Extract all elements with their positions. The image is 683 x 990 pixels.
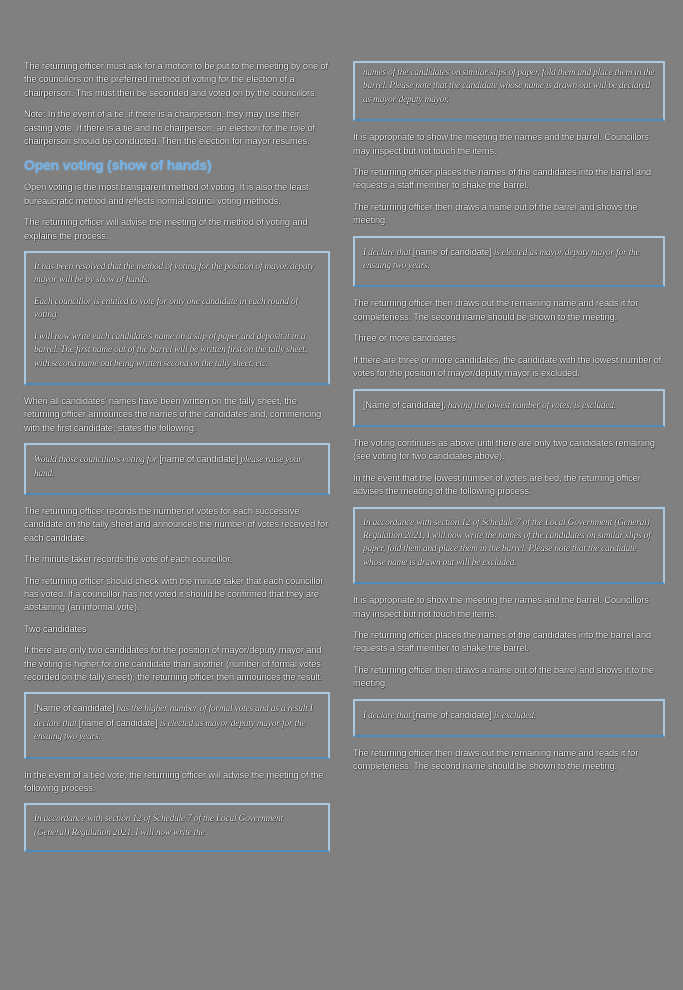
script-italic: , having the lowest number of votes, is excluded.	[443, 400, 616, 411]
paragraph: It is appropriate to show the meeting the names and the barrel. Councillors may inspect but not touch the items.	[353, 595, 649, 619]
section-heading-open-voting: Open voting (show of hands)	[24, 157, 212, 174]
paragraph: The returning officer then draws a name out of the barrel and shows it to the meeting.	[353, 664, 654, 689]
script-italic: is elected as mayor/deputy mayor for the ensuing two years.	[363, 247, 640, 272]
script-box-tie-draw-continued	[353, 61, 665, 121]
script-box-declare-mayor	[353, 236, 665, 288]
placeholder-text: [name of candidate]	[412, 709, 492, 720]
script-text: names of the candidates on similar slips of paper, fold them and place them in the barrel. Please note that the candidate whose name is drawn out will be declared as mayor/deputy mayor.	[363, 68, 655, 105]
paragraph: The returning officer then draws out the remaining name and reads it for completeness. The second name should be shown to the meeting.	[353, 298, 639, 322]
paragraph: Open voting is the most transparent method of voting. It is also the least bureaucratic method and reflects normal council voting methods.	[24, 182, 309, 206]
subheading-three-or-more: Three or more candidates	[353, 333, 456, 344]
placeholder-text: [name of candidate]	[78, 717, 158, 728]
paragraph: The returning officer places the names of the candidates into the barrel and requests a staff member to shake the barrel.	[353, 167, 651, 191]
script-italic: please raise your hand.	[34, 455, 302, 479]
script-text: I will now write each candidate's name on a slip of paper and deposit it in a barrel. The first name out of the barrel will be written first on the tally sheet, with second name out being written second on the tally sheet, etc.	[34, 331, 307, 369]
paragraph: If there are three or more candidates, the candidate with the lowest number of votes for the position of mayor/deputy mayor is excluded.	[353, 354, 662, 379]
script-text: In accordance with section 12 of Schedule 7 of the Local Government (General) Regulation 2021, I will now write the names of the candidates on similar slips of paper, fold them and place them in the barrel. Please note that the candidate whose name is drawn out will be excluded.	[363, 517, 651, 568]
note-paragraph: Note: In the event of a tie, if there is a chairperson, they may use their casting vote. If there is a tie and no chairperson, an election for the role of chairperson should be conducted. Then the election for mayor resumes.	[24, 109, 315, 147]
script-text: It has been resolved that the method of voting for the position of mayor/deputy mayor will be by show of hands.	[34, 262, 314, 286]
paragraph: In the event of a tied vote, the returning officer will advise the meeting of the following process.	[24, 769, 324, 794]
script-box-tie-draw-start	[24, 803, 330, 852]
paragraph: The returning officer then draws a name out of the barrel and shows the meeting.	[353, 201, 638, 226]
script-text	[363, 399, 655, 413]
script-box-raise-hand	[24, 443, 330, 495]
paragraph: It is appropriate to show the meeting the names and the barrel. Councillors may inspect but not touch the items.	[353, 132, 649, 156]
paragraph: The returning officer will advise the meeting of the method of voting and explains the process.	[24, 217, 308, 241]
script-box-declare-excluded	[353, 699, 665, 737]
right-column	[353, 61, 665, 782]
paragraph: The returning officer then draws out the remaining name and reads it for completeness. The second name should be shown to the meeting.	[353, 748, 639, 772]
script-italic: Would those councillors voting for	[34, 455, 160, 466]
script-text	[34, 702, 320, 744]
script-text: In accordance with section 12 of Schedule 7 of the Local Government (General) Regulation 2021, I will now write the	[34, 814, 284, 838]
script-text	[363, 709, 655, 723]
subheading-two-candidates: Two candidates	[24, 623, 87, 634]
paragraph: The minute taker records the vote of each councillor.	[24, 554, 233, 565]
paragraph: The returning officer should check with the minute taker that each councillor has voted. If a councillor has not voted it should be confirmed that they are abstaining (an informal vote).	[24, 575, 324, 613]
paragraph: If there are only two candidates for the position of mayor/deputy mayor and the voting is higher for one candidate than another (number of formal votes recorded on the tally sheet), the returning officer then announces the result.	[24, 645, 323, 682]
script-italic: is excluded.	[491, 710, 536, 721]
placeholder-text: [Name of candidate]	[34, 703, 115, 714]
paragraph: In the event that the lowest number of votes are tied, the returning officer advises the meeting of the following process.	[353, 472, 641, 497]
placeholder-text: [name of candidate]	[159, 454, 239, 465]
script-box-resolution	[24, 251, 330, 385]
script-italic: I declare that	[363, 247, 413, 258]
paragraph: The voting continues as above until there are only two candidates remaining (see voting for two candidates above).	[353, 437, 655, 462]
paragraph: When all candidates' names have been written on the tally sheet, the returning officer announces the names of the candidates and, commencing with the first candidate, states the following:	[24, 395, 322, 433]
script-text: Each councillor is entitled to vote for only one candidate in each round of voting.	[34, 296, 298, 321]
left-column	[24, 60, 330, 852]
script-box-excluded-lowest	[353, 389, 665, 427]
script-italic: I declare that	[363, 710, 413, 721]
placeholder-text: [Name of candidate]	[363, 399, 444, 410]
script-italic: has the higher number of formal votes and as a result I declare that	[34, 704, 313, 729]
script-italic: is elected as mayor/deputy mayor for the ensuing two years.	[34, 718, 306, 743]
script-text	[363, 246, 655, 274]
script-box-tie-exclusion-draw	[353, 507, 665, 585]
paragraph: The returning officer must ask for a motion to be put to the meeting by one of the councillors on the preferred method of voting for the election of a chairperson. This must then be seconded and voted on by the councillors.	[24, 61, 328, 98]
script-text	[34, 453, 320, 481]
placeholder-text: [name of candidate]	[412, 246, 492, 257]
script-box-declare-elected	[24, 692, 330, 758]
paragraph: The returning officer places the names of the candidates into the barrel and requests a staff member to shake the barrel.	[353, 629, 651, 654]
paragraph: The returning officer records the number of votes for each successive candidate on the tally sheet and announces the number of votes received for each candidate.	[24, 505, 329, 543]
